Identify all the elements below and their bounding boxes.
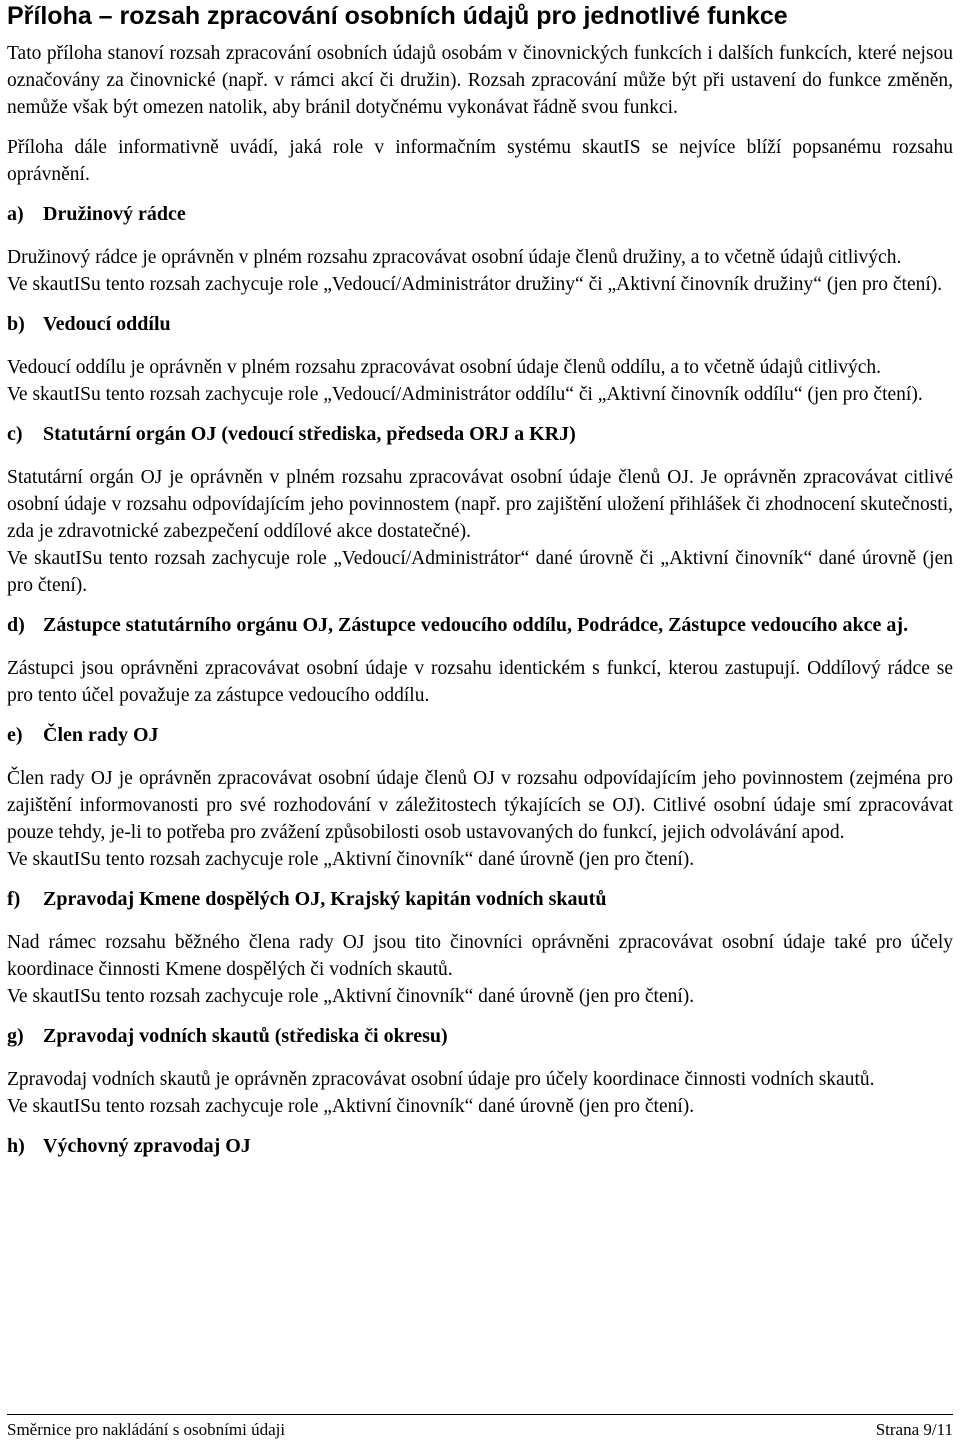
- footer-page-number: Strana 9/11: [875, 1420, 953, 1439]
- section-label: g): [7, 1025, 24, 1047]
- section-label: d): [7, 614, 25, 636]
- document-page: [7, 0, 953, 1160]
- section-heading-c: [7, 421, 953, 448]
- section-e-paragraph-1: Člen rady OJ je oprávněn zpracovávat osobní údaje členů OJ v rozsahu odpovídajícím jeho povinnostem (zejména pro zajištění informovanosti pro své rozhodování v záležitostech týkajících se OJ). Citlivé osobní údaje smí zpracovávat pouze tehdy, je-li to potřeba pro zvážení způsobilosti osob ustavovaných do funkcí, jejich odvolávání apod.: [7, 768, 953, 843]
- section-c-paragraph-1: Statutární orgán OJ je oprávněn v plném rozsahu zpracovávat osobní údaje členů OJ. Je oprávněn zpracovávat citlivé osobní údaje v rozsahu odpovídajícím jeho povinnostem (např. pro zajištění uložení přihlášek či zhodnocení skutečnosti, zda je zdravotnické zabezpečení oddílové akce dostatečné).: [7, 467, 953, 542]
- page-footer: [7, 1414, 953, 1444]
- section-b-paragraph-1: Vedoucí oddílu je oprávněn v plném rozsahu zpracovávat osobní údaje členů oddílu, a to včetně údajů citlivých.: [7, 357, 881, 378]
- section-heading-d: [7, 612, 953, 639]
- section-a-paragraph-1: Družinový rádce je oprávněn v plném rozsahu zpracovávat osobní údaje členů družiny, a to včetně údajů citlivých.: [7, 247, 902, 268]
- section-c-paragraph-2: Ve skautISu tento rozsah zachycuje role „Vedoucí/Administrátor“ dané úrovně či „Aktivní činovník“ dané úrovně (jen pro čtení).: [7, 548, 953, 596]
- section-title: Člen rady OJ: [43, 724, 159, 746]
- section-e-paragraph-2: Ve skautISu tento rozsah zachycuje role „Aktivní činovník“ dané úrovně (jen pro čtení).: [7, 849, 695, 870]
- section-a-paragraph-2: Ve skautISu tento rozsah zachycuje role „Vedoucí/Administrátor družiny“ či „Aktivní činovník družiny“ (jen pro čtení).: [7, 274, 943, 295]
- intro-paragraph-2: Příloha dále informativně uvádí, jaká role v informačním systému skautIS se nejvíce blíží popsanému rozsahu oprávnění.: [7, 137, 953, 185]
- section-heading-f: [7, 886, 953, 913]
- section-title: Vedoucí oddílu: [43, 313, 171, 335]
- intro-paragraph-1: Tato příloha stanoví rozsah zpracování osobních údajů osobám v činovnických funkcích i dalších funkcích, které nejsou označovány za činovnické (např. v rámci akcí či družin). Rozsah zpracování může být při ustavení do funkce změněn, nemůže však být omezen natolik, aby bránil dotyčnému vykonávat řádně svou funkci.: [7, 43, 953, 118]
- section-heading-e: [7, 722, 953, 749]
- section-label: e): [7, 724, 23, 746]
- section-label: f): [7, 888, 21, 910]
- section-d-paragraph-1: Zástupci jsou oprávněni zpracovávat osobní údaje v rozsahu identickém s funkcí, kterou zastupují. Oddílový rádce se pro tento účel považuje za zástupce vedoucího oddílu.: [7, 658, 953, 706]
- section-title: Zpravodaj vodních skautů (střediska či okresu): [43, 1025, 448, 1047]
- section-heading-g: [7, 1023, 953, 1050]
- section-heading-a: [7, 201, 953, 228]
- section-label: b): [7, 313, 25, 335]
- section-title: Zpravodaj Kmene dospělých OJ, Krajský kapitán vodních skautů: [43, 888, 607, 910]
- section-title: Zástupce statutárního orgánu OJ, Zástupce vedoucího oddílu, Podrádce, Zástupce vedoucího akce aj.: [43, 614, 909, 636]
- section-label: h): [7, 1135, 25, 1157]
- section-label: c): [7, 423, 23, 445]
- section-g-paragraph-1: Zpravodaj vodních skautů je oprávněn zpracovávat osobní údaje pro účely koordinace činnosti vodních skautů.: [7, 1069, 875, 1090]
- section-title: Statutární orgán OJ (vedoucí střediska, předseda ORJ a KRJ): [43, 423, 576, 445]
- section-title: Výchovný zpravodaj OJ: [43, 1135, 251, 1157]
- section-g-paragraph-2: Ve skautISu tento rozsah zachycuje role „Aktivní činovník“ dané úrovně (jen pro čtení).: [7, 1096, 695, 1117]
- section-b-paragraph-2: Ve skautISu tento rozsah zachycuje role „Vedoucí/Administrátor oddílu“ či „Aktivní činovník oddílu“ (jen pro čtení).: [7, 384, 923, 405]
- footer-document-title: Směrnice pro nakládání s osobními údaji: [7, 1420, 286, 1439]
- section-f-paragraph-1: Nad rámec rozsahu běžného člena rady OJ jsou tito činovníci oprávněni zpracovávat osobní údaje také pro účely koordinace činnosti Kmene dospělých či vodních skautů.: [7, 932, 953, 980]
- section-label: a): [7, 203, 24, 225]
- section-heading-b: [7, 311, 953, 338]
- page-title: Příloha – rozsah zpracování osobních údajů pro jednotlivé funkce: [7, 2, 788, 30]
- section-title: Družinový rádce: [43, 203, 186, 225]
- section-heading-h: [7, 1133, 953, 1160]
- section-f-paragraph-2: Ve skautISu tento rozsah zachycuje role „Aktivní činovník“ dané úrovně (jen pro čtení).: [7, 986, 695, 1007]
